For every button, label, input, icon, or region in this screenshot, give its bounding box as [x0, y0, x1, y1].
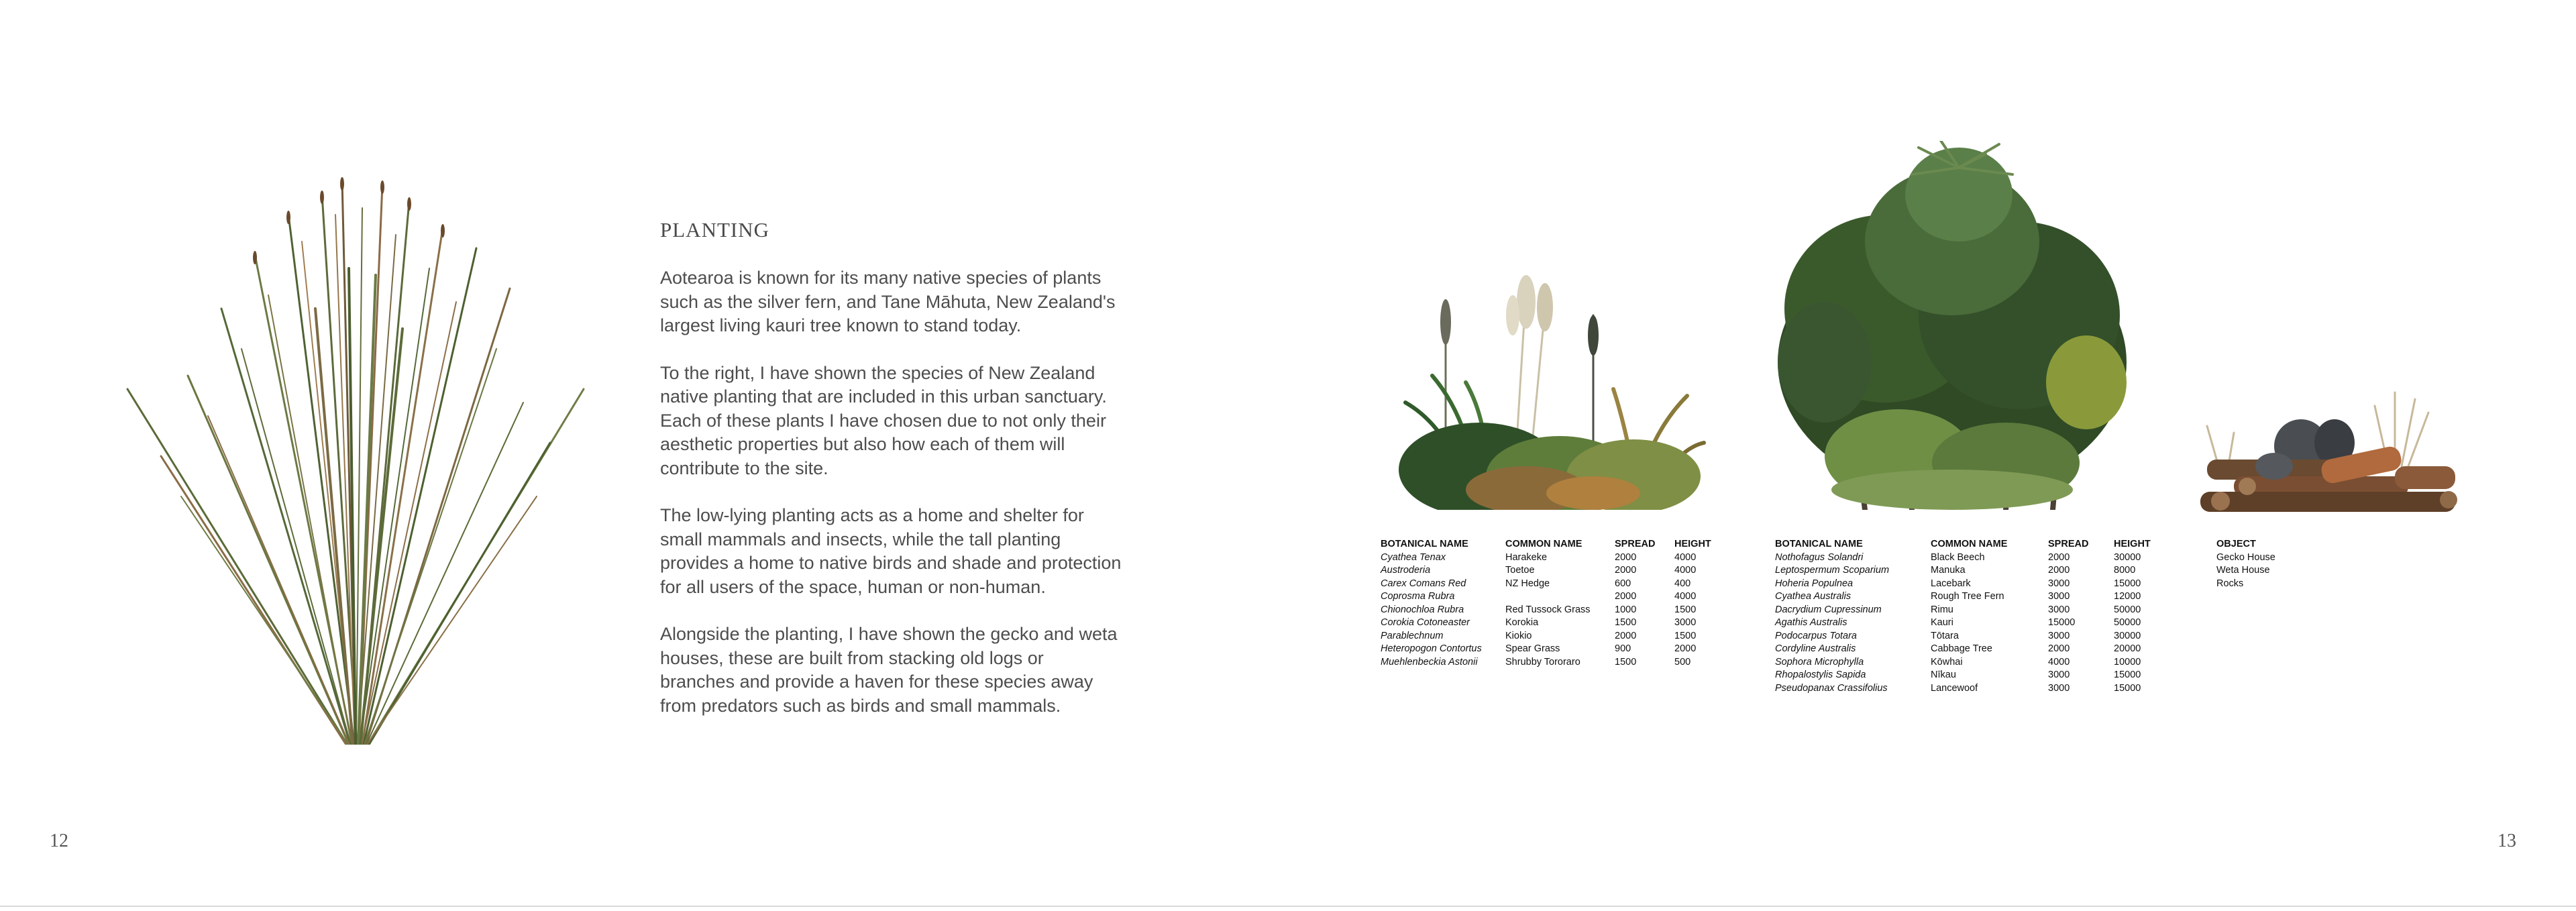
spread-value: 3000: [2048, 591, 2070, 602]
height-value: 10000: [2114, 656, 2141, 667]
object-name: Rocks: [2216, 578, 2244, 589]
botanical-name: Agathis Australis: [1775, 617, 1847, 628]
botanical-name: Parablechnum: [1381, 630, 1444, 641]
height-value: 50000: [2114, 604, 2141, 615]
spread-value: 3000: [2048, 604, 2070, 615]
botanical-name: Podocarpus Totara: [1775, 630, 1857, 641]
low-planting-table: [1381, 538, 1711, 669]
table-row: [2216, 564, 2275, 578]
column-header: COMMON NAME: [1931, 539, 2008, 549]
tall-planting-table: [1775, 538, 2151, 695]
table-row: [1775, 590, 2151, 604]
height-value: 8000: [2114, 565, 2136, 576]
botanical-name: Corokia Cotoneaster: [1381, 617, 1470, 628]
height-value: 4000: [1674, 551, 1697, 563]
spread-value: 2000: [2048, 565, 2070, 576]
common-name: Spear Grass: [1505, 643, 1560, 654]
table-row: [1775, 643, 2151, 656]
spread-value: 2000: [1615, 591, 1637, 602]
houses-paragraph: Alongside the planting, I have shown the gecko and weta houses, these are built from stacking old logs or branches and provide a haven for these species away from predators such as birds and small mammals.: [660, 624, 1118, 716]
height-value: 1500: [1674, 604, 1697, 615]
object-name: Weta House: [2216, 565, 2270, 576]
height-value: 1500: [1674, 630, 1697, 641]
table-row: [1381, 551, 1711, 565]
common-name: Lacebark: [1931, 578, 1971, 589]
common-name: Kauri: [1931, 617, 1953, 628]
height-value: 4000: [1674, 565, 1697, 576]
common-name: [1505, 590, 1615, 604]
table-row: [1381, 590, 1711, 604]
common-name: Cabbage Tree: [1931, 643, 1992, 654]
botanical-name: Leptospermum Scoparium: [1775, 565, 1890, 576]
common-name: Black Beech: [1931, 551, 1985, 563]
table-header-row: [1775, 538, 2151, 551]
planting-text-column: [660, 218, 1123, 741]
botanical-name: Cyathea Australis: [1775, 591, 1851, 602]
intro-paragraph: Aotearoa is known for its many native species of plants such as the silver fern, and Tane Māhuta, New Zealand's largest living kauri tree known to stand today.: [660, 268, 1116, 335]
common-name: Shrubby Tororaro: [1505, 656, 1580, 667]
column-header: OBJECT: [2216, 539, 2256, 549]
table-row: [2216, 578, 2275, 591]
table-row: [1381, 578, 1711, 591]
botanical-name: Muehlenbeckia Astonii: [1381, 656, 1478, 667]
table-row: [1381, 617, 1711, 630]
table-row: [1775, 617, 2151, 630]
botanical-name: Carex Comans Red: [1381, 578, 1466, 589]
botanical-name: Rhopalostylis Sapida: [1775, 669, 1866, 680]
object-name: Gecko House: [2216, 551, 2275, 563]
height-value: 15000: [2114, 578, 2141, 589]
table-row: [1775, 578, 2151, 591]
height-value: 30000: [2114, 630, 2141, 641]
table-row: [1381, 564, 1711, 578]
height-value: 15000: [2114, 669, 2141, 680]
table-header-row: [2216, 538, 2275, 551]
spread-value: 15000: [2048, 617, 2076, 628]
table-row: [2216, 551, 2275, 565]
page-number-right: 13: [2498, 830, 2516, 851]
spread-value: 600: [1615, 578, 1631, 589]
spread-value: 1500: [1615, 617, 1637, 628]
table-row: [1381, 630, 1711, 643]
height-value: 3000: [1674, 617, 1697, 628]
botanical-name: Hoheria Populnea: [1775, 578, 1854, 589]
common-name: Harakeke: [1505, 551, 1548, 563]
table-row: [1775, 564, 2151, 578]
table-header-row: [1381, 538, 1711, 551]
height-value: 15000: [2114, 682, 2141, 694]
spread-value: 3000: [2048, 669, 2070, 680]
column-header: SPREAD: [1615, 539, 1656, 549]
page-number-left: 12: [50, 830, 68, 851]
spread-value: 2000: [1615, 551, 1637, 563]
tall-planting-image: [1764, 141, 2140, 510]
bottom-divider: [0, 906, 2576, 907]
botanical-name: Heteropogon Contortus: [1381, 643, 1482, 654]
botanical-name: Pseudopanax Crassifolius: [1775, 682, 1888, 694]
botanical-name: Coprosma Rubra: [1381, 591, 1455, 602]
table-row: [1381, 604, 1711, 617]
height-value: 400: [1674, 578, 1691, 589]
common-name: Kōwhai: [1931, 656, 1963, 667]
common-name: Lancewoof: [1931, 682, 1978, 694]
botanical-name: Austroderia: [1381, 565, 1431, 576]
section-heading: PLANTING: [660, 218, 769, 242]
height-value: 30000: [2114, 551, 2141, 563]
table-row: [1775, 551, 2151, 565]
common-name: Nīkau: [1931, 669, 1956, 680]
spread-value: 2000: [1615, 630, 1637, 641]
common-name: Toetoe: [1505, 565, 1535, 576]
low-planting-image: [1392, 275, 1707, 510]
table-row: [1381, 643, 1711, 656]
common-name: Kiokio: [1505, 630, 1532, 641]
botanical-name: Dacrydium Cupressinum: [1775, 604, 1882, 615]
habitat-objects-image: [2194, 386, 2462, 513]
spread-value: 3000: [2048, 630, 2070, 641]
column-header: BOTANICAL NAME: [1381, 539, 1468, 549]
object-table: [2216, 538, 2275, 590]
height-value: 500: [1674, 656, 1691, 667]
tall-grass-image: [121, 174, 590, 745]
height-value: 20000: [2114, 643, 2141, 654]
table-row: [1775, 682, 2151, 696]
spread-value: 2000: [2048, 643, 2070, 654]
column-header: HEIGHT: [1674, 539, 1711, 549]
table-row: [1775, 656, 2151, 669]
common-name: NZ Hedge: [1505, 578, 1550, 589]
spread-value: 3000: [2048, 578, 2070, 589]
height-value: 4000: [1674, 591, 1697, 602]
spread-value: 4000: [2048, 656, 2070, 667]
common-name: Red Tussock Grass: [1505, 604, 1591, 615]
spread-value: 1000: [1615, 604, 1637, 615]
common-name: Rough Tree Fern: [1931, 591, 2004, 602]
common-name: Tōtara: [1931, 630, 1959, 641]
spread-value: 900: [1615, 643, 1631, 654]
botanical-name: Cyathea Tenax: [1381, 551, 1446, 563]
spread-value: 3000: [2048, 682, 2070, 694]
common-name: Manuka: [1931, 565, 1966, 576]
table-row: [1381, 656, 1711, 669]
height-value: 12000: [2114, 591, 2141, 602]
height-value: 50000: [2114, 617, 2141, 628]
table-row: [1775, 604, 2151, 617]
spread-value: 1500: [1615, 656, 1637, 667]
shelter-paragraph: The low-lying planting acts as a home and shelter for small mammals and insects, while the tall planting provides a home to native birds and shade and protection for all users of the space, human or non-human.: [660, 505, 1122, 597]
spread-value: 2000: [2048, 551, 2070, 563]
common-name: Korokia: [1505, 617, 1539, 628]
botanical-name: Cordyline Australis: [1775, 643, 1856, 654]
column-header: BOTANICAL NAME: [1775, 539, 1863, 549]
column-header: COMMON NAME: [1505, 539, 1582, 549]
common-name: Rimu: [1931, 604, 1953, 615]
column-header: SPREAD: [2048, 539, 2089, 549]
botanical-name: Sophora Microphylla: [1775, 656, 1864, 667]
table-row: [1775, 669, 2151, 682]
botanical-name: Chionochloa Rubra: [1381, 604, 1464, 615]
species-paragraph: To the right, I have shown the species of New Zealand native planting that are included in this urban sanctuary. Each of these plants I have chosen due to not only their aesthetic properties but also how each of them will contribute to the site.: [660, 362, 1107, 478]
botanical-name: Nothofagus Solandri: [1775, 551, 1864, 563]
table-row: [1775, 630, 2151, 643]
column-header: HEIGHT: [2114, 539, 2151, 549]
height-value: 2000: [1674, 643, 1697, 654]
spread-value: 2000: [1615, 565, 1637, 576]
